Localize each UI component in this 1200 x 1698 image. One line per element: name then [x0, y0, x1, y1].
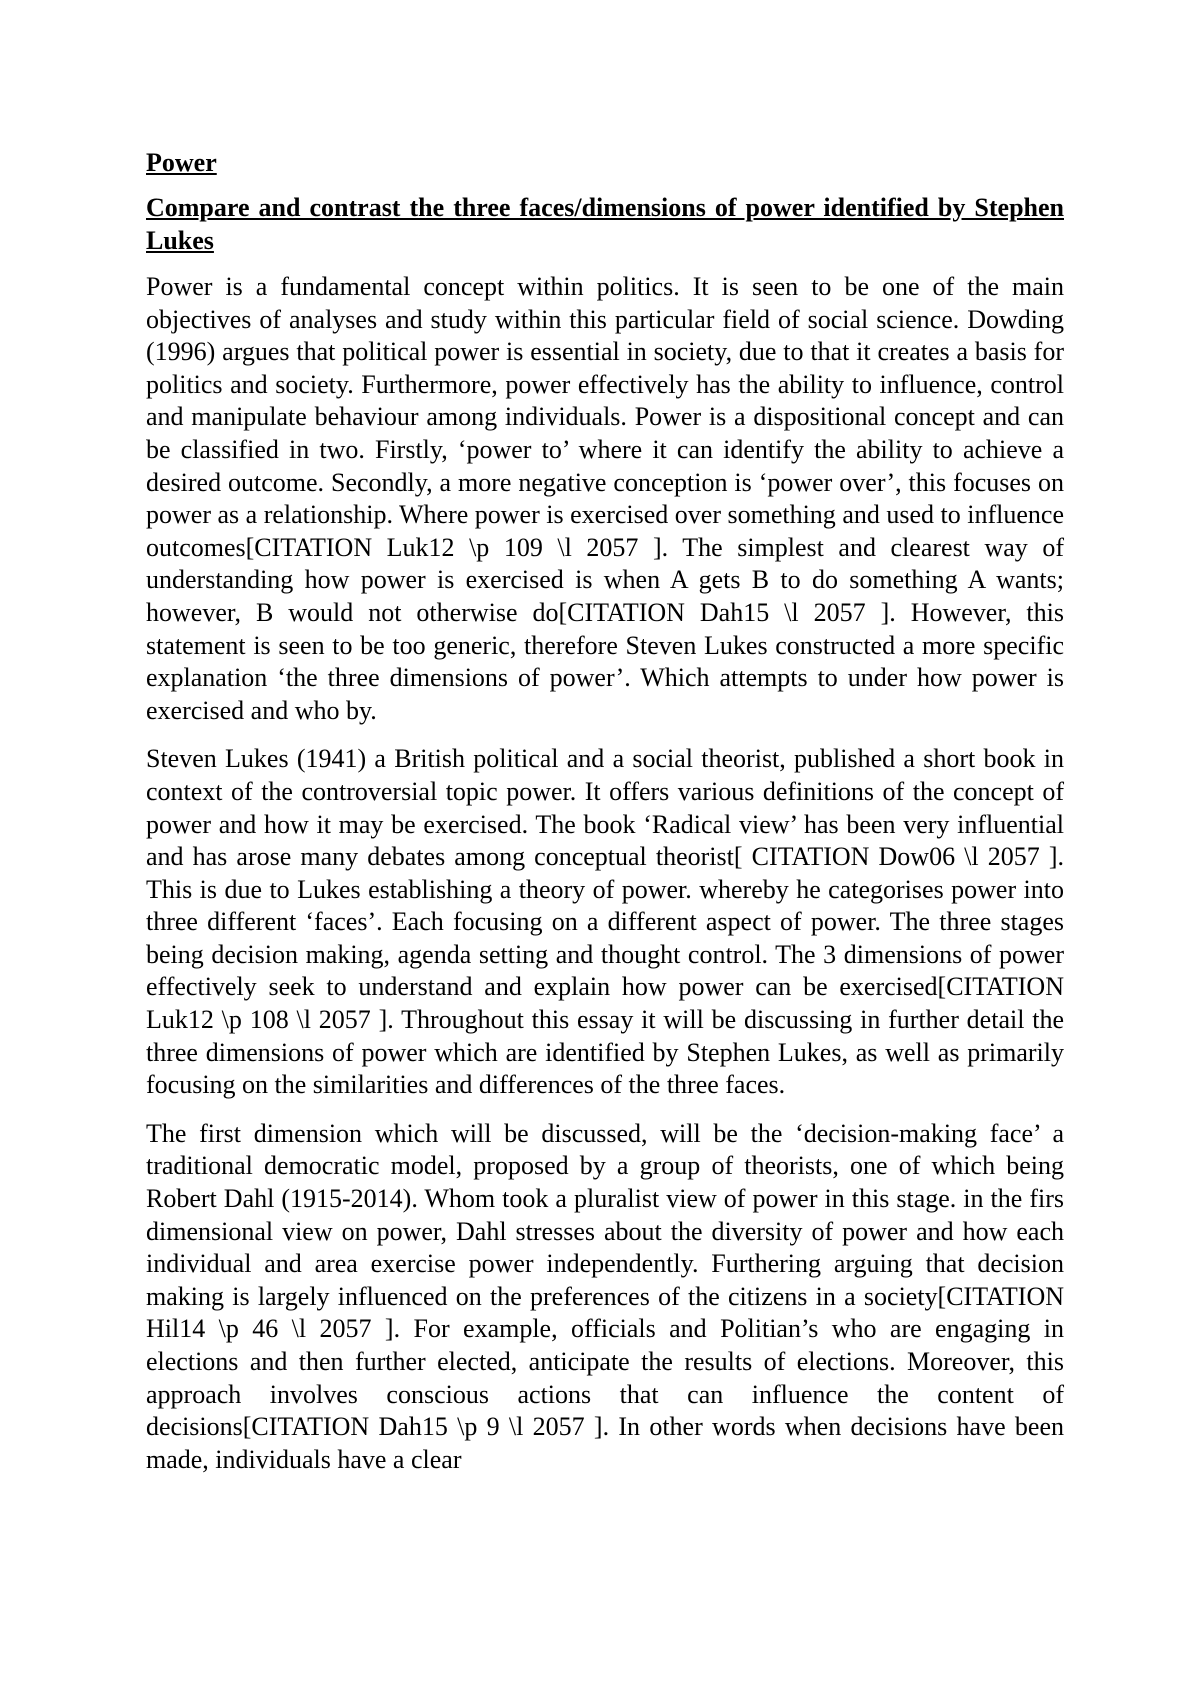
paragraph-lukes-background: Steven Lukes (1941) a British political and a social theorist, published a short book in context of the controversial topic power. It offers various definitions of the concept of power and how it may be exercised. The book ‘Radical view’ has been very influential and has arose many debates among conceptual theorist[ CITATION Dow06 \l 2057 ]. This is due to Lukes establishing a theory of power. whereby he categorises power into three different ‘faces’. Each focusing on a different aspect of power. The three stages being decision making, agenda setting and thought control. The 3 dimensions of power effectively seek to understand and explain how power can be exercised[CITATION Luk12 \p 108 \l 2057 ]. Throughout this essay it will be discussing in further detail the three dimensions of power which are identified by Stephen Lukes, as well as primarily focusing on the similarities and differences of the three faces. — [146, 744, 1064, 1100]
document-title: Power — [146, 148, 217, 177]
essay-question: Compare and contrast the three faces/dimensions of power identified by Stephen Lukes — [146, 193, 1064, 255]
document-body — [146, 146, 1064, 1476]
paragraph-first-dimension: The first dimension which will be discussed, will be the ‘decision-making face’ a traditional democratic model, proposed by a group of theorists, one of which being Robert Dahl (1915-2014). Whom took a pluralist view of power in this stage. in the firs dimensional view on power, Dahl stresses about the diversity of power and how each individual and area exercise power independently. Furthering arguing that decision making is largely influenced on the preferences of the citizens in a society[CITATION Hil14 \p 46 \l 2057 ]. For example, officials and Politian’s who are engaging in elections and then further elected, anticipate the results of elections. Moreover, this approach involves conscious actions that can influence the content of decisions[CITATION Dah15 \p 9 \l 2057 ]. In other words when decisions have been made, individuals have a clear — [146, 1118, 1064, 1474]
paragraph-introduction: Power is a fundamental concept within politics. It is seen to be one of the main objectives of analyses and study within this particular field of social science. Dowding (1996) argues that political power is essential in society, due to that it creates a basis for politics and society. Furthermore, power effectively has the ability to influence, control and manipulate behaviour among individuals. Power is a dispositional concept and can be classified in two. Firstly, ‘power to’ where it can identify the ability to achieve a desired outcome. Secondly, a more negative conception is ‘power over’, this focuses on power as a relationship. Where power is exercised over something and used to influence outcomes[CITATION Luk12 \p 109 \l 2057 ]. The simplest and clearest way of understanding how power is exercised is when A gets B to do something A wants; however, B would not otherwise do[CITATION Dah15 \l 2057 ]. However, this statement is seen to be too generic, therefore Steven Lukes constructed a more specific explanation ‘the three dimensions of power’. Which attempts to under how power is exercised and who by. — [146, 272, 1064, 725]
